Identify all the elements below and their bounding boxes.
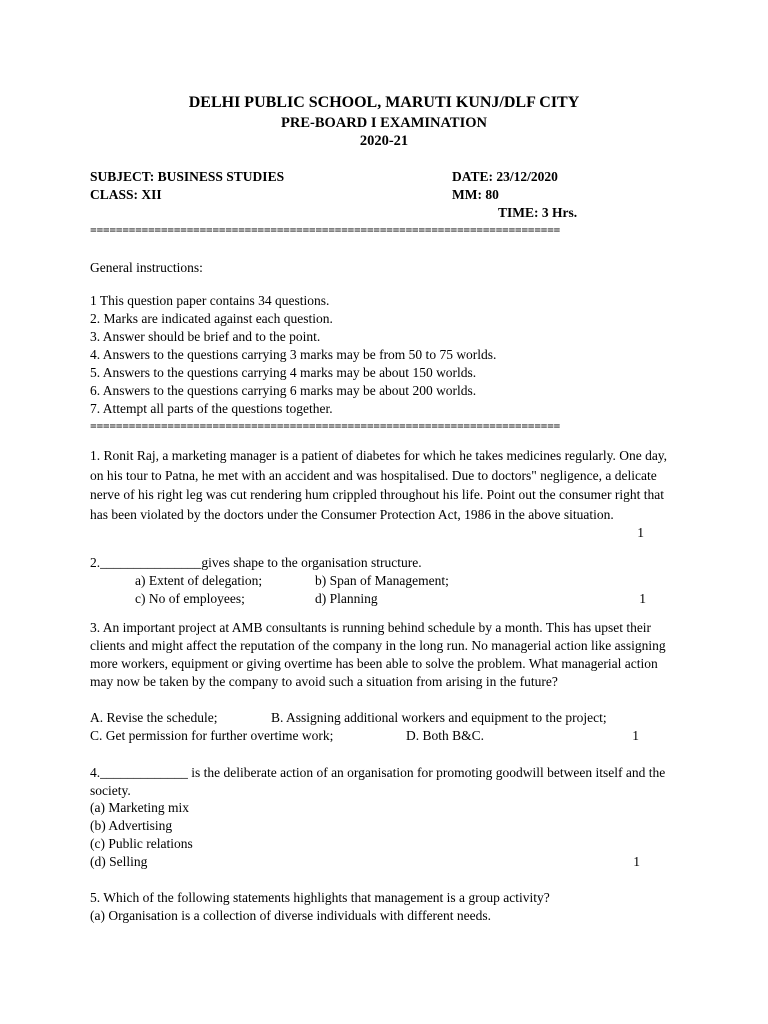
instruction-item: 1 This question paper contains 34 questions. — [90, 293, 330, 308]
question-2-option-d: d) Planning — [315, 591, 378, 606]
question-2-option-a: a) Extent of delegation; — [135, 573, 263, 588]
date-label: DATE: 23/12/2020 — [452, 169, 558, 184]
subject-label: SUBJECT: BUSINESS STUDIES — [90, 169, 285, 184]
exam-title: PRE-BOARD I EXAMINATION — [281, 115, 487, 131]
question-2-stem: 2._______________gives shape to the organisation structure. — [90, 555, 422, 570]
question-4-option-c: (c) Public relations — [90, 836, 193, 851]
question-3-marks: 1 — [632, 728, 639, 743]
question-3-option-b: B. Assigning additional workers and equipment to the project; — [271, 710, 607, 725]
instructions-title: General instructions: — [90, 260, 203, 275]
question-3-option-a: A. Revise the schedule; — [90, 710, 218, 725]
question-5-stem: 5. Which of the following statements highlights that management is a group activity? — [90, 890, 550, 905]
instruction-item: 5. Answers to the questions carrying 4 marks may be about 150 worlds. — [90, 365, 477, 380]
instruction-item: 3. Answer should be brief and to the point. — [90, 329, 321, 344]
instruction-item: 2. Marks are indicated against each question. — [90, 311, 333, 326]
exam-year: 2020-21 — [359, 133, 409, 149]
question-4-option-d: (d) Selling — [90, 854, 148, 869]
question-3-option-d: D. Both B&C. — [406, 728, 485, 743]
question-4-option-b: (b) Advertising — [90, 818, 173, 833]
max-marks-label: MM: 80 — [452, 187, 499, 202]
question-4-marks: 1 — [633, 854, 640, 869]
divider-rule-top: ========================================================================= — [90, 224, 560, 236]
question-3-text: 3. An important project at AMB consultants is running behind schedule by a month. This has upset their clients and might affect the reputation of the company in the long run. No managerial action like assigning more workers, equipment or giving overtime has been able to solve the problem. What managerial action may now be taken by the company to avoid such a situation from arising in the future? — [90, 620, 666, 689]
question-5-option-a: (a) Organisation is a collection of diverse individuals with different needs. — [90, 908, 492, 923]
question-1-marks: 1 — [637, 525, 644, 540]
class-label: CLASS: XII — [90, 187, 162, 202]
question-4-stem: 4._____________ is the deliberate action of an organisation for promoting goodwill between itself and the society. — [90, 765, 666, 798]
time-label: TIME: 3 Hrs. — [498, 205, 578, 220]
instruction-item: 4. Answers to the questions carrying 3 marks may be from 50 to 75 worlds. — [90, 347, 497, 362]
divider-rule-bottom: ========================================================================= — [90, 420, 560, 432]
question-3-option-c: C. Get permission for further overtime work; — [90, 728, 334, 743]
question-2-marks: 1 — [639, 591, 646, 606]
instruction-item: 7. Attempt all parts of the questions together. — [90, 401, 333, 416]
school-name: DELHI PUBLIC SCHOOL, MARUTI KUNJ/DLF CITY — [188, 94, 580, 111]
question-1-text: 1. Ronit Raj, a marketing manager is a patient of diabetes for which he takes medicines regularly. One day, on his tour to Patna, he met with an accident and was hospitalised. Due to doctors" negligence, a delicate nerve of his right leg was cut rendering hum crippled throughout his life. Point out the consumer right that has been violated by the doctors under the Consumer Protection Act, 1986 in the above situation. — [90, 448, 668, 522]
question-4-option-a: (a) Marketing mix — [90, 800, 189, 815]
question-2-option-c: c) No of employees; — [135, 591, 245, 606]
question-2-option-b: b) Span of Management; — [315, 573, 449, 588]
instruction-item: 6. Answers to the questions carrying 6 marks may be about 200 worlds. — [90, 383, 477, 398]
